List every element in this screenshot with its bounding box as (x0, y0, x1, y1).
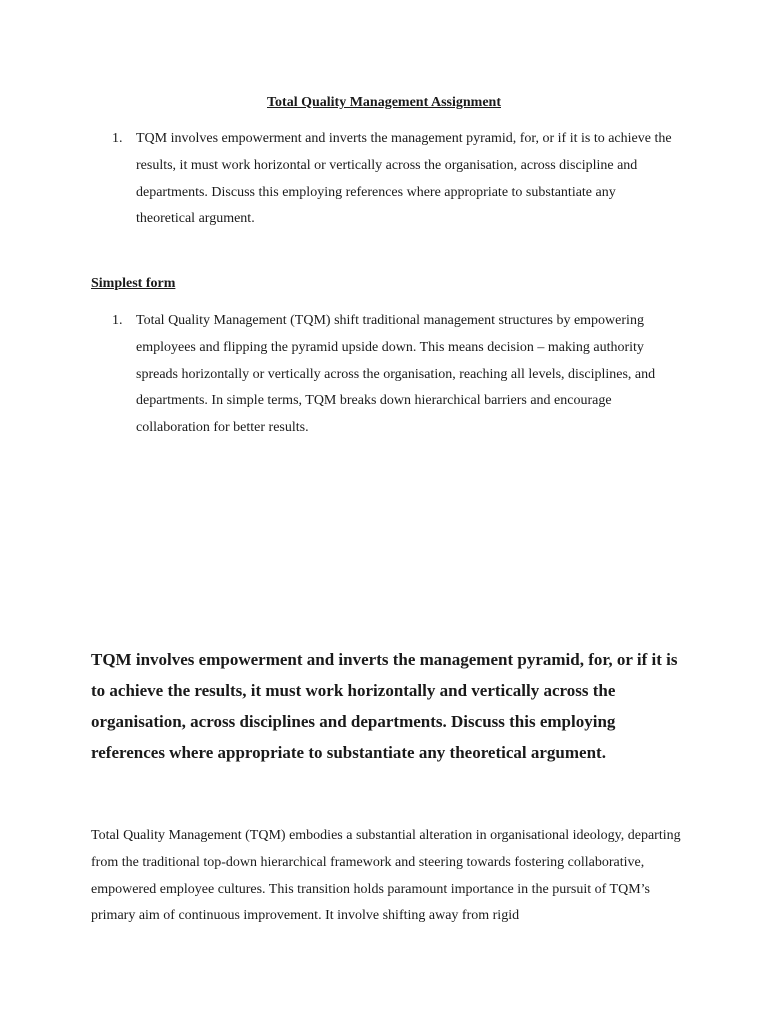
simplest-form-item (112, 308, 672, 442)
question-text: TQM involves empowerment and inverts the management pyramid, for, or if it is to achieve the results, it must work horizontal or vertically across the organisation, across discipline and departments. Discuss this employing references where appropriate to substantiate any theoretical argument. (136, 131, 672, 227)
question-number: 1. (112, 131, 123, 146)
main-question-heading: TQM involves empowerment and inverts the management pyramid, for, or if it is to achieve the results, it must work horizontally and vertically across the organisation, across disciplines and departments. Discuss this employing references where appropriate to substantiate any theoretical argument. (91, 650, 678, 762)
simplest-form-heading: Simplest form (91, 276, 176, 291)
assignment-question (112, 126, 672, 233)
simplest-form-text: Total Quality Management (TQM) shift traditional management structures by empowering employees and flipping the pyramid upside down. This means decision – making authority spreads horizontally or vertically across the organisation, reaching all levels, disciplines, and departments. In simple terms, TQM breaks down hierarchical barriers and encourage collaboration for better results. (136, 313, 656, 436)
document-title: Total Quality Management Assignment (267, 95, 501, 110)
simplest-form-number: 1. (112, 313, 123, 328)
body-paragraph: Total Quality Management (TQM) embodies a substantial alteration in organisational ideology, departing from the traditional top-down hierarchical framework and steering towards fostering collaborative, empowered employee cultures. This transition holds paramount importance in the pursuit of TQM’s primary aim of continuous improvement. It involve shifting away from rigid (91, 828, 681, 924)
